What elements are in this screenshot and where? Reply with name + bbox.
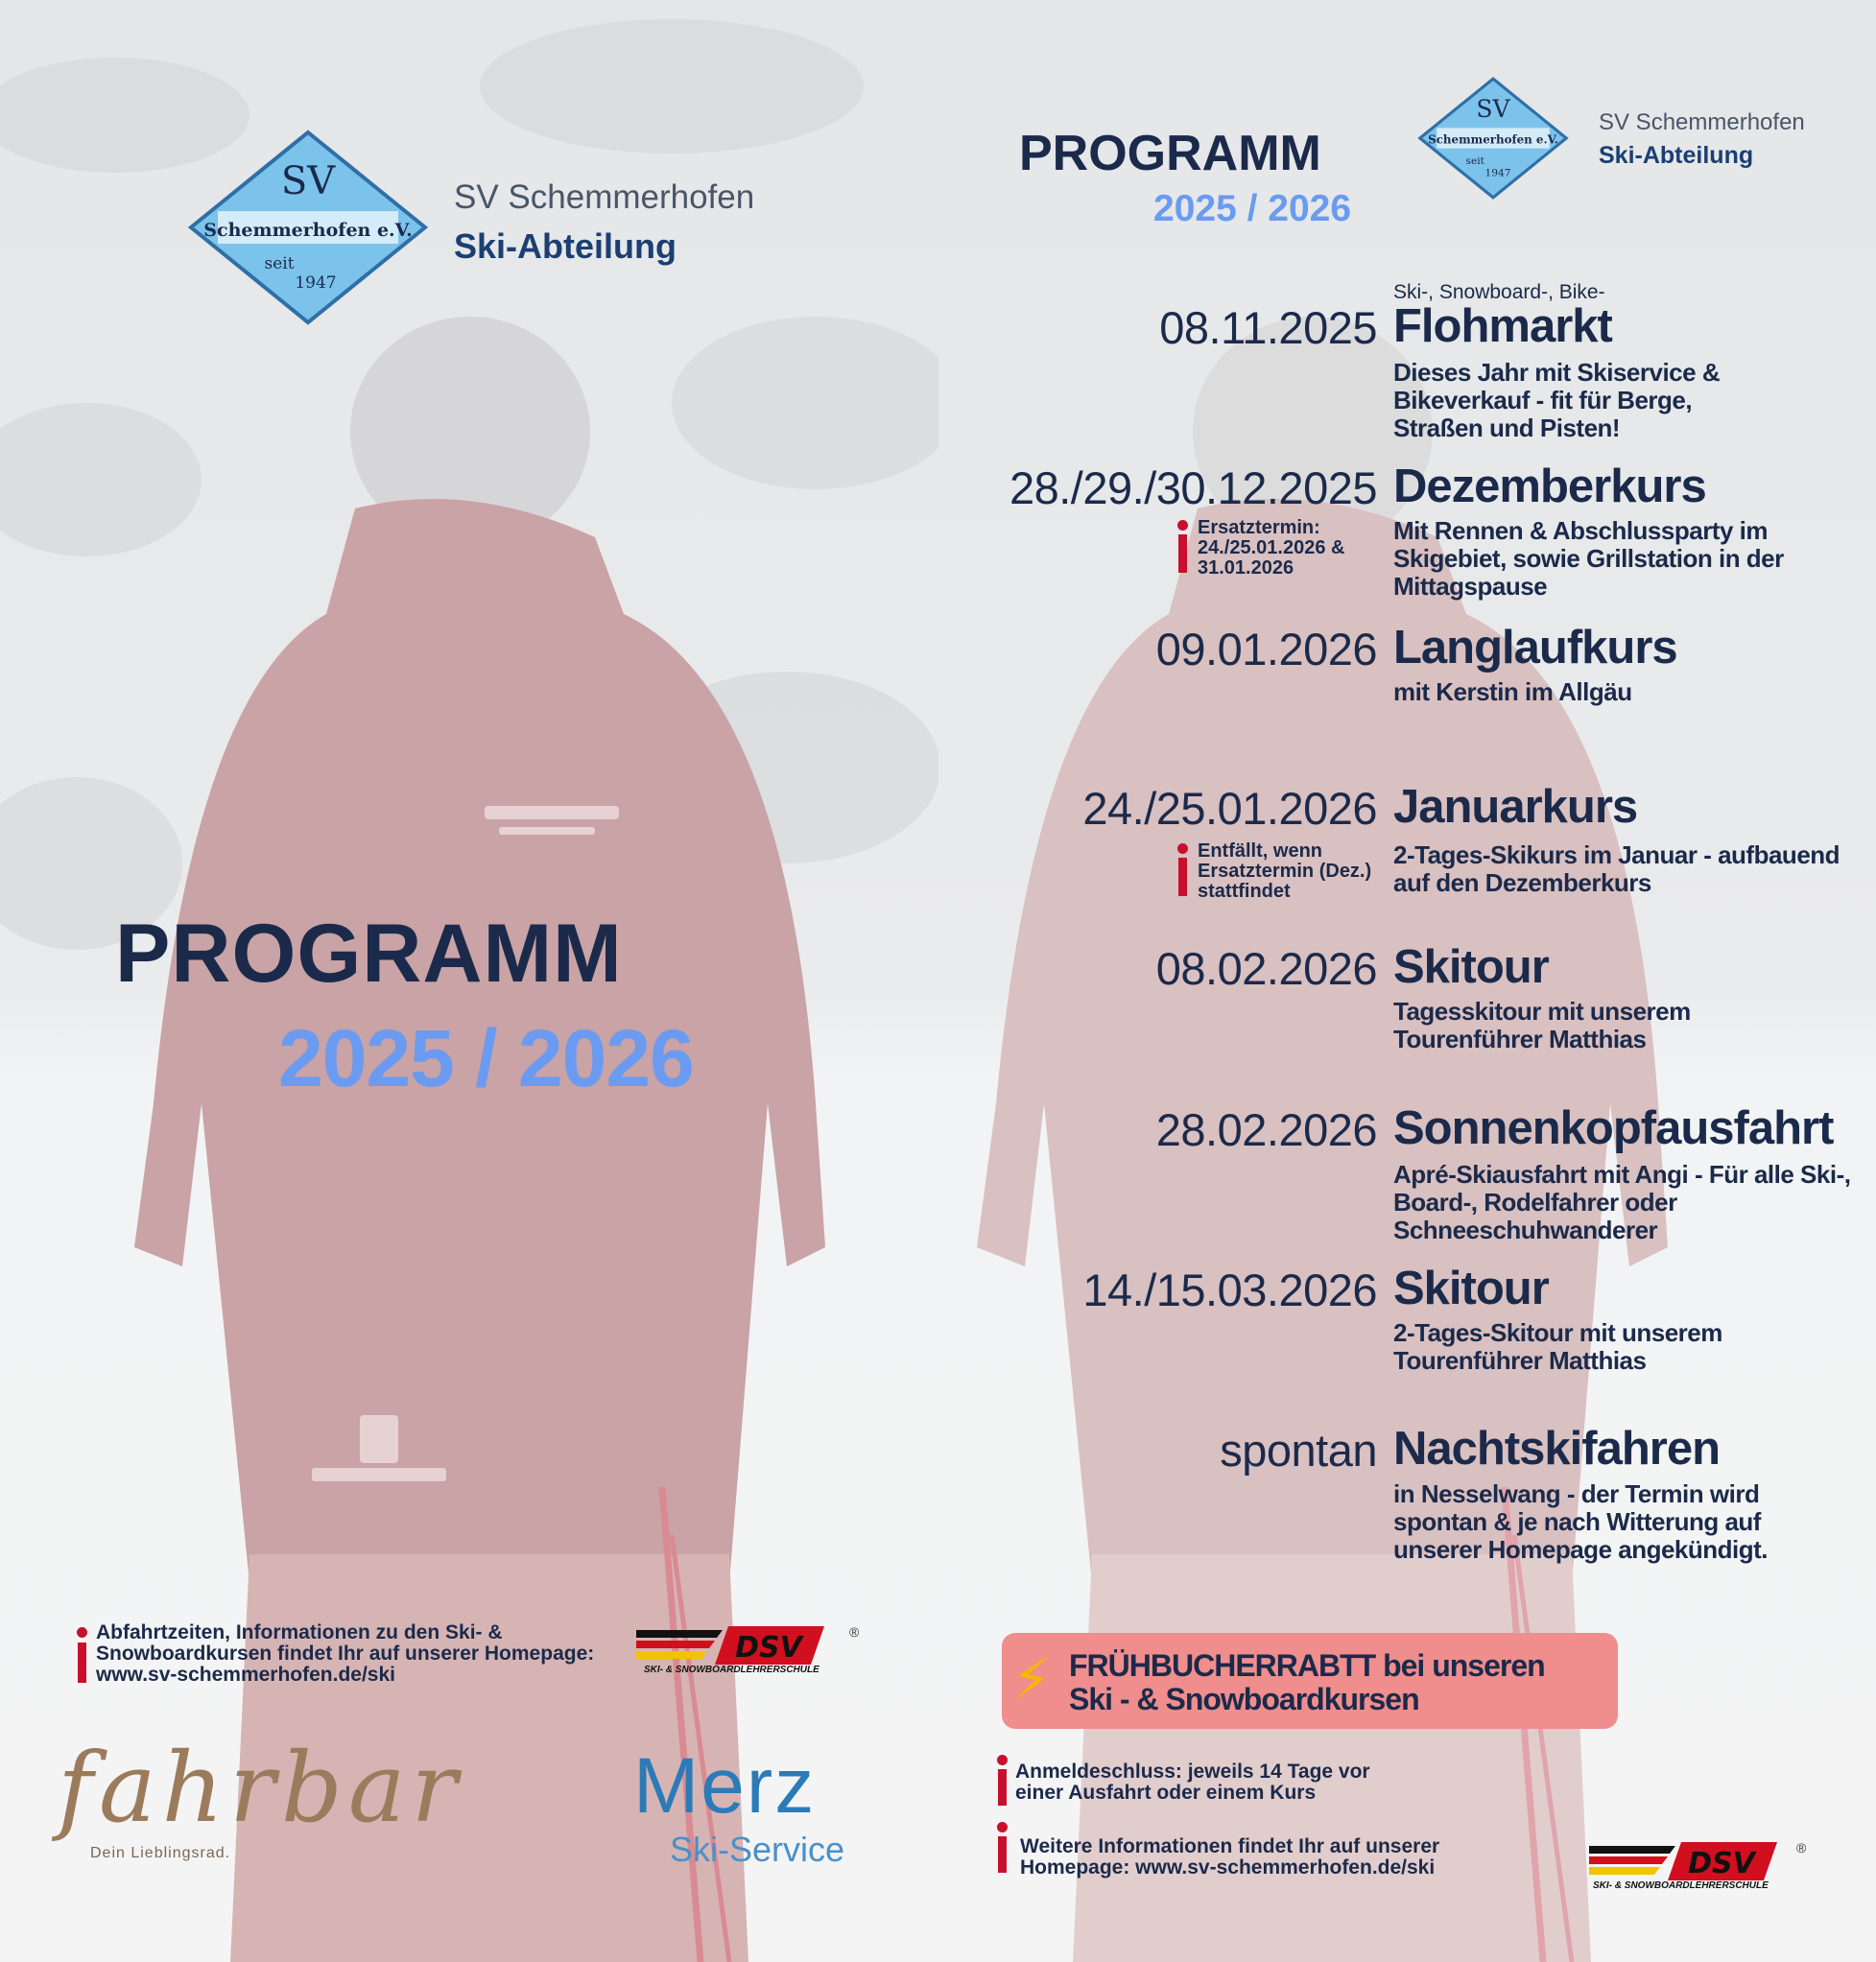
event-note: Ersatztermin: 24./25.01.2026 & 31.01.2026: [1198, 517, 1345, 579]
event-title: Skitour: [1393, 941, 1549, 993]
info-icon-bar: [998, 1769, 1007, 1806]
event-date: 24./25.01.2026: [1082, 783, 1377, 834]
event-note: Entfällt, wenn Ersatztermin (Dez.) stattfindet: [1198, 840, 1372, 902]
info-icon: [1177, 520, 1188, 531]
program-season-small: 2025 / 2026: [1153, 188, 1352, 229]
club-name: SV Schemmerhofen: [454, 178, 755, 216]
more-info-text: Weitere Informationen findet Ihr auf unserer Homepage: www.sv-schemmerhofen.de/ski: [1020, 1835, 1440, 1879]
event-title: Nachtskifahren: [1393, 1423, 1721, 1475]
event-description: 2-Tages-Skitour mit unserem Tourenführer Matthias: [1393, 1318, 1722, 1375]
info-icon: [997, 1822, 1008, 1832]
event-description: Tagesskitour mit unserem Tourenführer Matthias: [1393, 997, 1691, 1053]
event-description: 2-Tages-Skikurs im Januar - aufbauend auf den Dezemberkurs: [1393, 840, 1840, 897]
event-title: Dezemberkurs: [1393, 461, 1706, 512]
event-date: 08.02.2026: [1155, 943, 1377, 994]
club-logo: [1416, 75, 1570, 201]
info-icon-bar: [998, 1836, 1007, 1873]
event-title: Flohmarkt: [1393, 300, 1612, 352]
svg-text:1947: 1947: [295, 273, 337, 293]
event-date: 08.11.2025: [1159, 302, 1377, 353]
svg-text:seit: seit: [264, 254, 295, 273]
program-season: 2025 / 2026: [278, 1013, 694, 1103]
info-icon: [997, 1755, 1008, 1765]
event-date: 28./29./30.12.2025: [1009, 462, 1377, 513]
svg-text:1947: 1947: [1484, 166, 1511, 179]
club-name: SV Schemmerhofen: [1599, 109, 1805, 135]
event-title: Skitour: [1393, 1263, 1549, 1314]
deadline-text: Anmeldeschluss: jeweils 14 Tage vor einer Ausfahrt oder einem Kurs: [1015, 1761, 1370, 1804]
club-department: Ski-Abteilung: [1599, 142, 1754, 169]
event-date: 09.01.2026: [1155, 624, 1377, 674]
club-department: Ski-Abteilung: [454, 226, 677, 266]
svg-text:Schemmerhofen e.V.: Schemmerhofen e.V.: [203, 220, 413, 241]
svg-text:DSV: DSV: [1688, 1847, 1755, 1880]
event-date: 28.02.2026: [1155, 1104, 1377, 1155]
event-title: Januarkurs: [1393, 781, 1638, 833]
event-description: Mit Rennen & Abschlussparty im Skigebiet, sowie Grillstation in der Mittagspause: [1393, 516, 1784, 601]
info-icon-bar: [1178, 858, 1187, 896]
merz-logo: Merz Ski-Service: [633, 1742, 845, 1869]
program-title: PROGRAMM: [115, 908, 623, 1000]
event-title: Sonnenkopfausfahrt: [1393, 1102, 1834, 1154]
event-description: in Nesselwang - der Termin wird spontan & je nach Witterung auf unserer Homepage angekündigt.: [1393, 1479, 1769, 1564]
svg-text:DSV: DSV: [735, 1631, 802, 1665]
early-bird-banner: ⚡ FRÜHBUCHERRABTT bei unseren Ski - & Snowboardkursen: [1002, 1633, 1618, 1729]
svg-text:SV: SV: [280, 159, 336, 203]
event-description: mit Kerstin im Allgäu: [1393, 677, 1632, 706]
info-icon-bar: [78, 1643, 86, 1683]
club-logo: [185, 127, 431, 328]
dsv-logo: DSV ® SKI- & SNOWBOARDLEHRERSCHULE: [1589, 1840, 1819, 1894]
svg-text:seit: seit: [1465, 154, 1484, 167]
event-title: Langlaufkurs: [1393, 622, 1677, 674]
event-description: Apré-Skiausfahrt mit Angi - Für alle Ski-, Board-, Rodelfahrer oder Schneeschuhwanderer: [1393, 1160, 1851, 1244]
info-icon: [1177, 843, 1188, 854]
dsv-logo: DSV ® SKI- & SNOWBOARDLEHRERSCHULE: [636, 1624, 867, 1678]
info-icon: [77, 1627, 87, 1638]
svg-text:Schemmerhofen e.V.: Schemmerhofen e.V.: [1428, 132, 1558, 147]
lightning-icon: ⚡: [1011, 1646, 1053, 1714]
svg-text:SV: SV: [1476, 95, 1510, 124]
event-date: spontan: [1220, 1425, 1377, 1476]
info-text: Abfahrtzeiten, Informationen zu den Ski- & Snowboardkursen findet Ihr auf unserer Homepage: www.sv-schemmerhofen.de/ski: [96, 1621, 595, 1686]
event-date: 14./15.03.2026: [1082, 1265, 1377, 1315]
program-title-small: PROGRAMM: [1019, 126, 1321, 181]
info-icon-bar: [1178, 534, 1187, 573]
fahrbar-logo: fahrbar Dein Lieblingsrad.: [58, 1732, 463, 1861]
event-description: Dieses Jahr mit Skiservice & Bikeverkauf - fit für Berge, Straßen und Pisten!: [1393, 358, 1721, 442]
